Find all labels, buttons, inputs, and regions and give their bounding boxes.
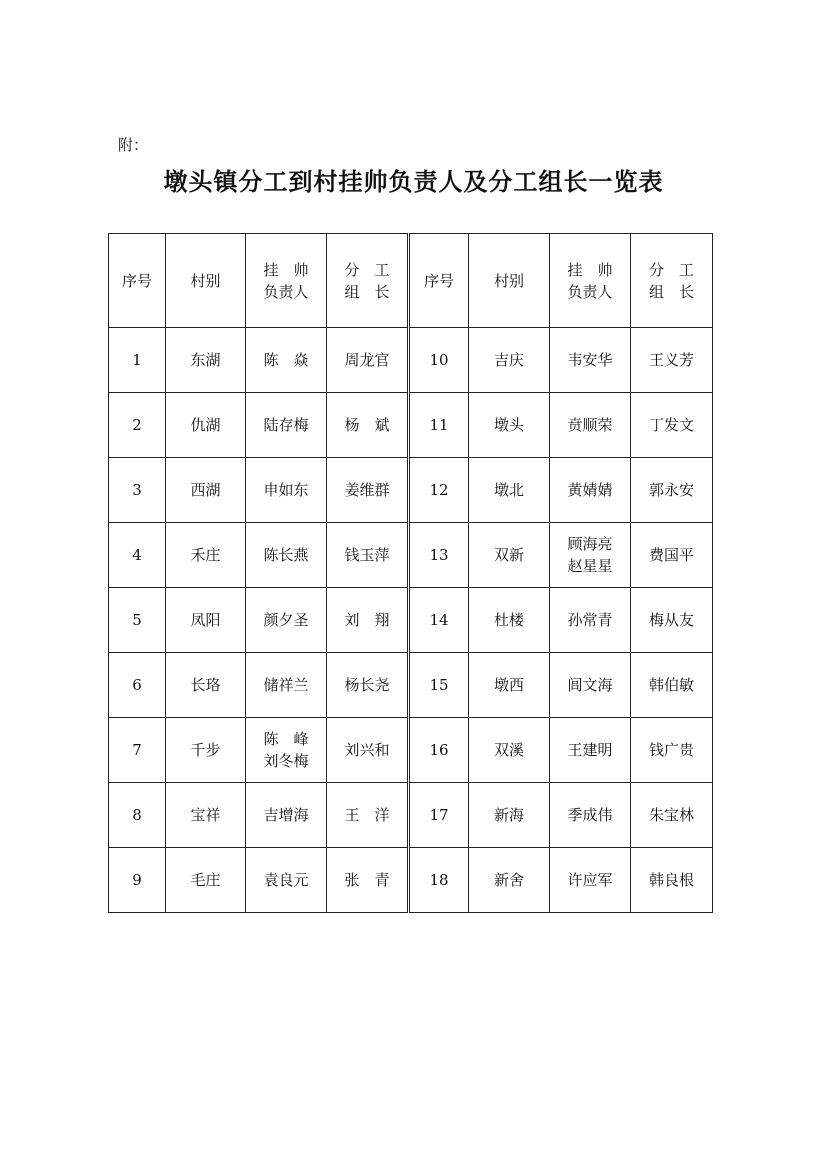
index-cell: 16 <box>409 718 469 783</box>
index-cell: 4 <box>109 523 166 588</box>
leader-name: 王建明 <box>567 741 613 759</box>
header-leader <box>550 234 631 328</box>
village-cell: 西湖 <box>166 458 246 523</box>
table-row <box>109 393 713 458</box>
leader-name: 韦安华 <box>567 351 613 369</box>
index-cell: 14 <box>409 588 469 653</box>
table-row <box>109 588 713 653</box>
table-row <box>109 458 713 523</box>
table-row <box>109 848 713 913</box>
village-cell: 宝祥 <box>166 783 246 848</box>
leader-cell <box>246 783 327 848</box>
village-cell: 吉庆 <box>469 328 550 393</box>
group-leader-cell: 丁发文 <box>631 393 713 458</box>
village-cell: 凤阳 <box>166 588 246 653</box>
village-cell: 墩头 <box>469 393 550 458</box>
group-leader-cell: 韩良根 <box>631 848 713 913</box>
index-cell: 8 <box>109 783 166 848</box>
header-group-line2: 组 长 <box>648 282 694 301</box>
leader-cell <box>550 848 631 913</box>
leader-name: 顾海亮 <box>567 535 613 553</box>
header-leader-line2: 负责人 <box>263 282 309 301</box>
header-leader <box>246 234 327 328</box>
leader-cell <box>550 653 631 718</box>
header-village: 村别 <box>166 234 246 328</box>
leader-name: 颜夕圣 <box>263 611 309 629</box>
group-leader-cell: 刘 翔 <box>327 588 409 653</box>
village-cell: 新舍 <box>469 848 550 913</box>
leader-cell <box>550 718 631 783</box>
village-cell: 双溪 <box>469 718 550 783</box>
index-cell: 13 <box>409 523 469 588</box>
group-leader-cell: 费国平 <box>631 523 713 588</box>
table-row <box>109 328 713 393</box>
leader-cell <box>550 393 631 458</box>
header-leader-line1: 挂 帅 <box>263 260 309 279</box>
leader-name: 袁良元 <box>263 871 309 889</box>
index-cell: 5 <box>109 588 166 653</box>
header-village: 村别 <box>469 234 550 328</box>
leader-cell <box>246 848 327 913</box>
group-leader-cell: 杨长尧 <box>327 653 409 718</box>
index-cell: 15 <box>409 653 469 718</box>
leader-name: 陆存梅 <box>263 416 309 434</box>
index-cell: 3 <box>109 458 166 523</box>
leader-name: 贲顺荣 <box>567 416 613 434</box>
leader-name: 孙常青 <box>567 611 613 629</box>
group-leader-cell: 韩伯敏 <box>631 653 713 718</box>
leader-cell <box>246 523 327 588</box>
leader-cell <box>550 783 631 848</box>
village-cell: 千步 <box>166 718 246 783</box>
header-leader-line1: 挂 帅 <box>567 260 613 279</box>
index-cell: 6 <box>109 653 166 718</box>
leader-name: 储祥兰 <box>263 676 309 694</box>
village-cell: 新海 <box>469 783 550 848</box>
index-cell: 12 <box>409 458 469 523</box>
header-leader-line2: 负责人 <box>567 282 613 301</box>
group-leader-cell: 朱宝林 <box>631 783 713 848</box>
header-group-line1: 分 工 <box>648 260 694 279</box>
index-cell: 10 <box>409 328 469 393</box>
leader-cell <box>246 653 327 718</box>
table-row <box>109 653 713 718</box>
table-row <box>109 718 713 783</box>
assignment-table <box>108 233 713 913</box>
group-leader-cell: 姜维群 <box>327 458 409 523</box>
group-leader-cell: 钱广贵 <box>631 718 713 783</box>
village-cell: 仇湖 <box>166 393 246 458</box>
group-leader-cell: 梅从友 <box>631 588 713 653</box>
header-index: 序号 <box>109 234 166 328</box>
leader-name: 吉增海 <box>263 806 309 824</box>
group-leader-cell: 杨 斌 <box>327 393 409 458</box>
index-cell: 1 <box>109 328 166 393</box>
leader-name: 季成伟 <box>567 806 613 824</box>
village-cell: 长珞 <box>166 653 246 718</box>
group-leader-cell: 王义芳 <box>631 328 713 393</box>
leader-cell <box>246 588 327 653</box>
leader-name: 赵星星 <box>567 557 613 575</box>
group-leader-cell: 张 青 <box>327 848 409 913</box>
village-cell: 毛庄 <box>166 848 246 913</box>
leader-name: 陈长燕 <box>263 546 309 564</box>
leader-name: 刘冬梅 <box>263 752 309 770</box>
header-group-line2: 组 长 <box>344 282 390 301</box>
village-cell: 双新 <box>469 523 550 588</box>
village-cell: 禾庄 <box>166 523 246 588</box>
leader-name: 申如东 <box>263 481 309 499</box>
index-cell: 11 <box>409 393 469 458</box>
leader-cell <box>550 458 631 523</box>
group-leader-cell: 郭永安 <box>631 458 713 523</box>
header-group <box>327 234 409 328</box>
attachment-label: 附： <box>118 136 149 154</box>
header-group-line1: 分 工 <box>344 260 390 279</box>
header-group <box>631 234 713 328</box>
village-cell: 东湖 <box>166 328 246 393</box>
page-title: 墩头镇分工到村挂帅负责人及分工组长一览表 <box>163 168 664 196</box>
leader-name: 黄婧婧 <box>567 481 613 499</box>
group-leader-cell: 刘兴和 <box>327 718 409 783</box>
group-leader-cell: 钱玉萍 <box>327 523 409 588</box>
leader-name: 许应军 <box>567 871 613 889</box>
leader-cell <box>246 393 327 458</box>
leader-cell <box>550 523 631 588</box>
table-row <box>109 783 713 848</box>
index-cell: 2 <box>109 393 166 458</box>
leader-name: 闾文海 <box>567 676 613 694</box>
leader-cell <box>246 458 327 523</box>
village-cell: 墩西 <box>469 653 550 718</box>
leader-cell <box>246 718 327 783</box>
index-cell: 18 <box>409 848 469 913</box>
village-cell: 墩北 <box>469 458 550 523</box>
table-row <box>109 523 713 588</box>
leader-name: 陈 焱 <box>263 351 309 369</box>
header-index: 序号 <box>409 234 469 328</box>
index-cell: 17 <box>409 783 469 848</box>
village-cell: 杜楼 <box>469 588 550 653</box>
index-cell: 7 <box>109 718 166 783</box>
table-header-row <box>109 234 713 328</box>
group-leader-cell: 周龙官 <box>327 328 409 393</box>
leader-cell <box>246 328 327 393</box>
index-cell: 9 <box>109 848 166 913</box>
group-leader-cell: 王 洋 <box>327 783 409 848</box>
leader-cell <box>550 588 631 653</box>
leader-name: 陈 峰 <box>263 730 309 748</box>
leader-cell <box>550 328 631 393</box>
